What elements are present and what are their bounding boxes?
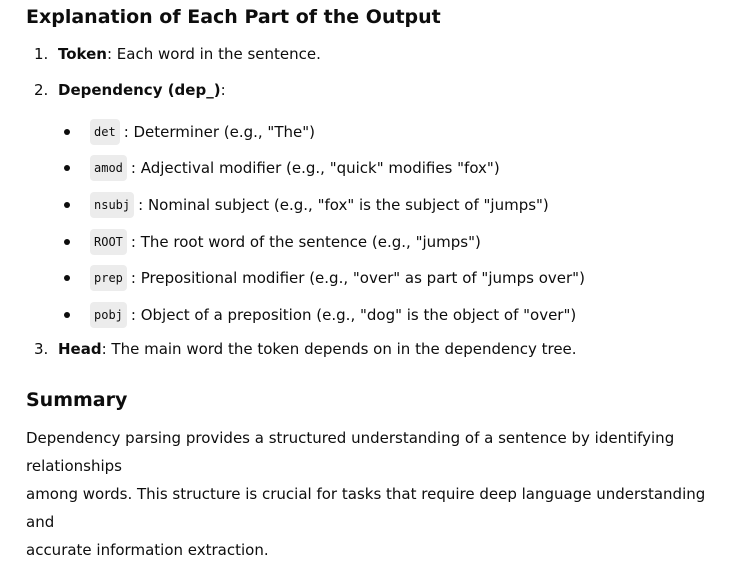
list-term: Token [58,45,107,63]
list-number: 2. [34,81,49,99]
dep-description: : Determiner (e.g., "The") [123,123,315,141]
dep-description: : Nominal subject (e.g., "fox" is the subject of "jumps") [138,196,549,214]
list-text: : Each word in the sentence. [106,45,321,63]
summary-line: accurate information extraction. [26,541,269,559]
dep-description: : Prepositional modifier (e.g., "over" as part of "jumps over") [130,269,585,287]
list-number: 1. [34,45,49,63]
bullet-dot-icon [64,165,70,171]
list-text: : [220,81,226,99]
bullet-dot-icon [64,312,70,318]
list-item-token [34,44,321,64]
section-heading-explanation: Explanation of Each Part of the Output [26,6,441,28]
summary-line: among words. This structure is crucial for tasks that require deep language understanding and [26,485,706,531]
list-item-dependency [34,80,226,100]
bullet-dot-icon [64,275,70,281]
dep-code: nsubj [90,192,134,218]
dep-description: : Adjectival modifier (e.g., "quick" modifies "fox") [130,159,500,177]
dep-description: : Object of a preposition (e.g., "dog" is the object of "over") [130,306,577,324]
dep-code: pobj [90,302,127,328]
list-text: : The main word the token depends on in the dependency tree. [101,340,577,358]
list-term: Dependency (dep_) [58,81,221,99]
summary-paragraph [26,424,732,564]
bullet-dot-icon [64,202,70,208]
dep-code: det [90,119,120,145]
dep-code: ROOT [90,229,127,255]
bullet-dot-icon [64,129,70,135]
list-item-head [34,339,577,359]
bullet-item-det [64,119,315,145]
summary-line: Dependency parsing provides a structured understanding of a sentence by identifying relationships [26,429,675,475]
bullet-item-root [64,229,481,255]
dep-code: prep [90,265,127,291]
dep-description: : The root word of the sentence (e.g., "jumps") [130,233,481,251]
dep-code: amod [90,155,127,181]
bullet-item-nsubj [64,192,549,218]
bullet-dot-icon [64,239,70,245]
section-heading-summary: Summary [26,389,128,411]
bullet-item-amod [64,155,500,181]
bullet-item-pobj [64,302,576,328]
list-number: 3. [34,340,49,358]
bullet-item-prep [64,265,585,291]
list-term: Head [58,340,102,358]
